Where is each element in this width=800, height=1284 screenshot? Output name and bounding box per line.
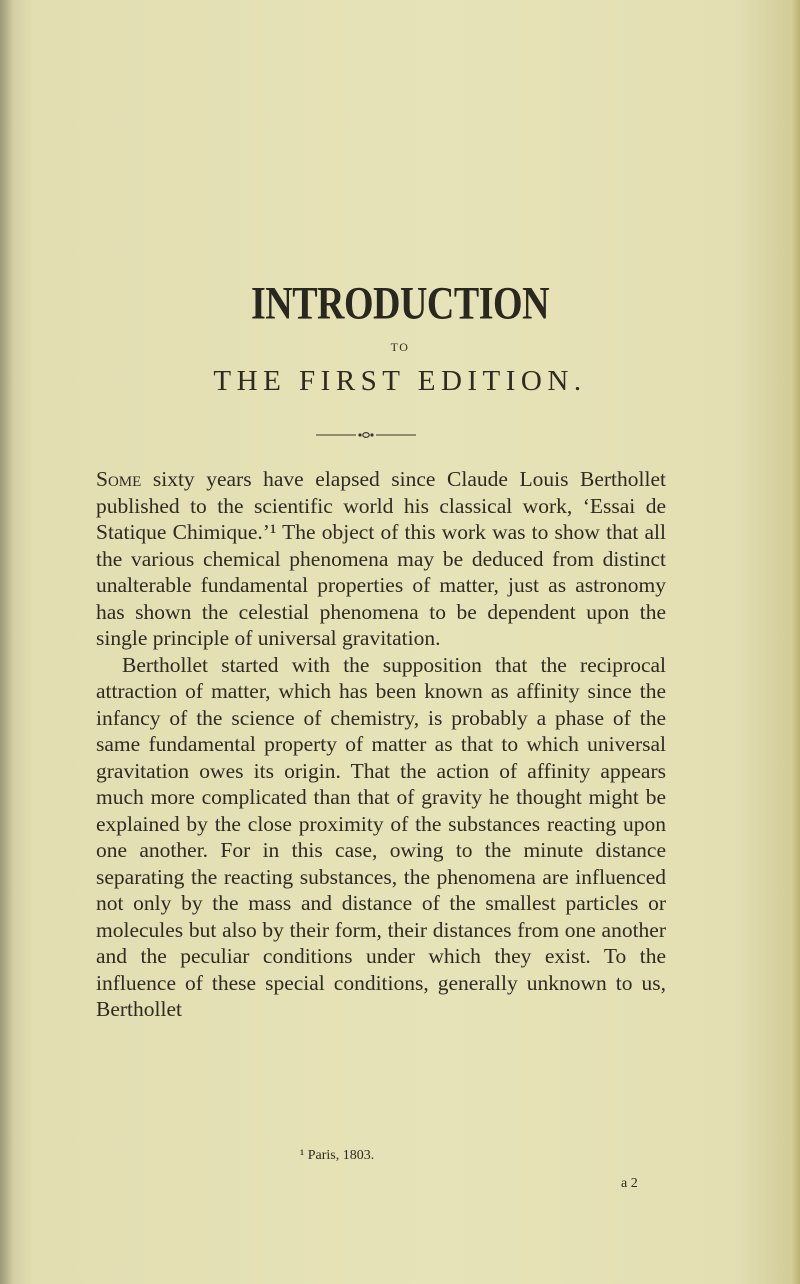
signature-mark: a 2 — [621, 1176, 638, 1191]
paragraph-lead-word: Some — [96, 467, 142, 491]
footnote: ¹ Paris, 1803. — [300, 1148, 375, 1163]
chapter-heading — [0, 278, 800, 398]
ornament-divider-icon — [316, 432, 416, 438]
heading-connector: TO — [390, 340, 410, 354]
page-edge — [790, 0, 800, 1284]
paragraph-2: Berthollet started with the supposition that the reciprocal attraction of matter, which has been known as affinity since the infancy of the science of chemistry, is probably a phase of the same fundamental property of matter as that to which universal gravitation owes its origin. That the action of affinity appears much more complicated than that of gravity he thought might be explained by the close proximity of the substances reacting upon one another. For in this case, owing to the minute distance separating the reacting substances, the phenomena are influenced not only by the mass and distance of the smallest particles or molecules but also by their form, their distances from one another and the peculiar conditions under which they exist. To the influence of these special conditions, generally unknown to us, Berthollet — [96, 652, 666, 1021]
paragraph-1 — [96, 466, 666, 652]
paragraph-1-text: sixty years have elapsed since Claude Louis Berthollet published to the scientific world his classical work, ‘Essai de Statique Chimique.’¹ The object of this work was to show that all the various chemical phenomena may be deduced from distinct unalterable fundamental properties of matter, just as astronomy has shown the celestial phenomena to be dependent upon the single principle of universal gravitation. — [96, 467, 666, 650]
page-title: INTRODUCTION — [250, 278, 550, 330]
page-binding-shadow — [0, 0, 14, 1284]
body-text — [96, 466, 666, 1023]
page-subtitle: THE FIRST EDITION. — [213, 365, 587, 397]
